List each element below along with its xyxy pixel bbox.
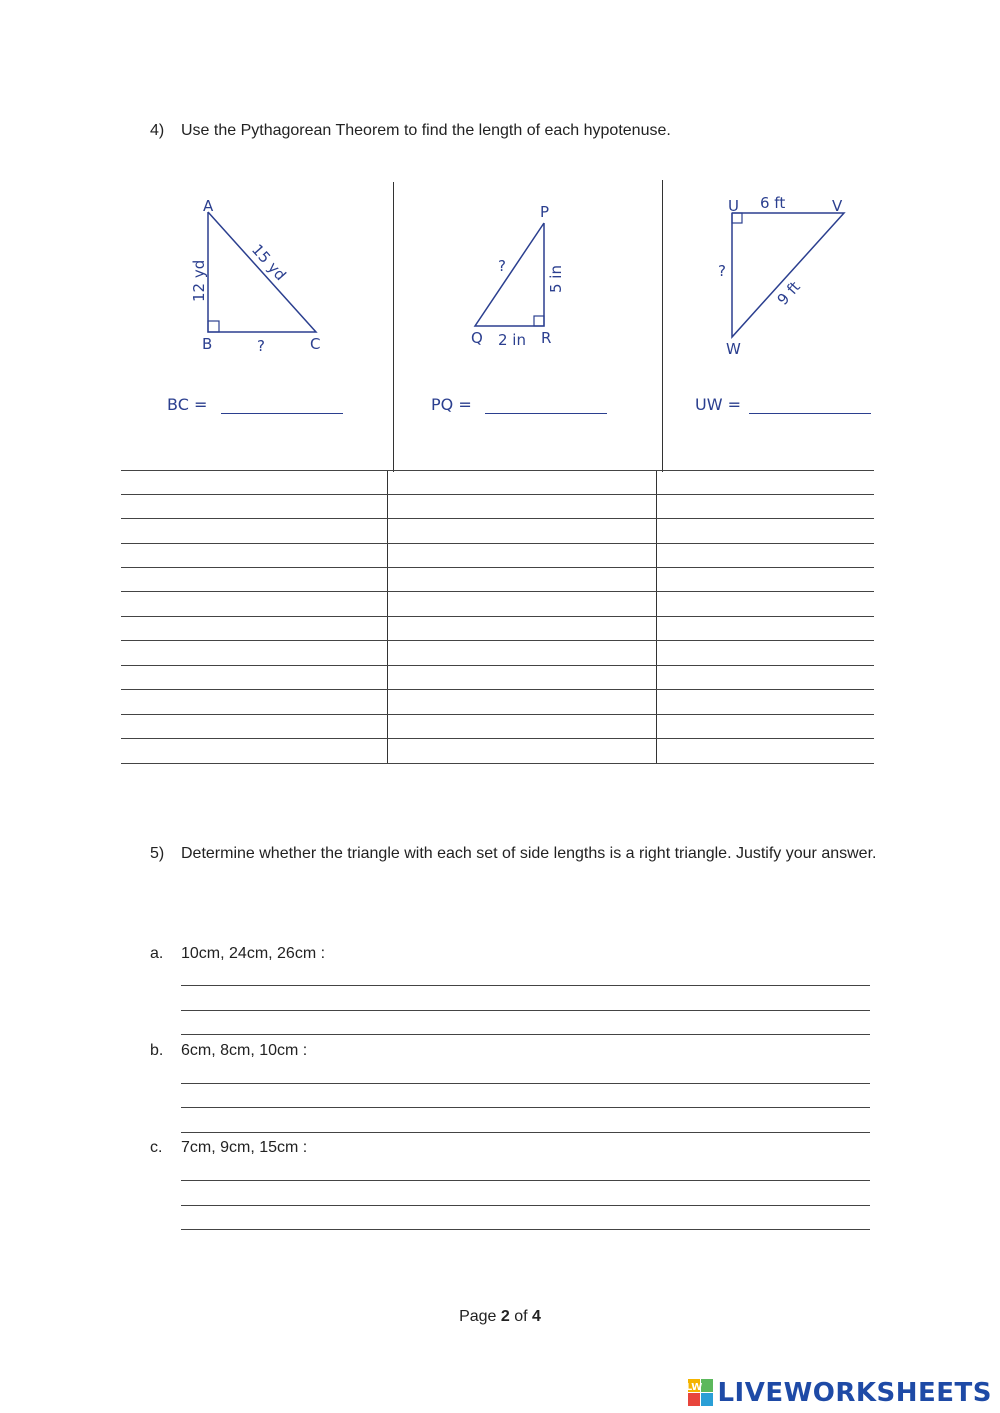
vertex-u-label: U [728,197,739,215]
page-prefix: Page [459,1308,501,1325]
working-line[interactable] [121,763,874,764]
page-total: 4 [532,1308,541,1325]
answer-blank-pq[interactable] [485,413,607,414]
part-c-text: 7cm, 9cm, 15cm : [181,1139,308,1156]
part-a-text: 10cm, 24cm, 26cm : [181,945,326,962]
question-5-number: 5) [150,845,165,862]
triangle-pqr-figure [465,195,575,355]
working-line[interactable] [121,640,874,641]
answer-line-a[interactable] [181,1010,870,1011]
answer-label-bc: BC = [167,395,208,414]
working-line[interactable] [121,591,874,592]
page-current: 2 [500,1308,510,1325]
vertex-p-label: P [540,203,550,221]
liveworksheets-logo-icon [688,1379,714,1407]
working-line[interactable] [121,518,874,519]
answer-line-b[interactable] [181,1107,870,1108]
right-angle-marker [534,316,544,326]
triangle-uvw-figure [712,188,872,363]
vertex-a-label: A [203,197,214,215]
answer-line-b[interactable] [181,1132,870,1133]
side-bc-unknown: ? [257,337,265,355]
working-line[interactable] [121,665,874,666]
working-line[interactable] [121,543,874,544]
part-b-letter: b. [150,1042,164,1059]
answer-line-c[interactable] [181,1205,870,1206]
triangle-pqr-shape [475,223,544,326]
answer-line-a[interactable] [181,985,870,986]
triangle-uvw-shape [732,213,844,337]
side-pq-unknown: ? [498,257,506,275]
question-4-text: Use the Pythagorean Theorem to find the length of each hypotenuse. [181,122,671,139]
answer-line-c[interactable] [181,1229,870,1230]
working-line[interactable] [121,714,874,715]
question-4-number: 4) [150,122,165,139]
column-divider [393,182,394,472]
answer-line-a[interactable] [181,1034,870,1035]
vertex-v-label: V [832,197,843,215]
vertex-w-label: W [726,340,741,358]
side-pr-length: 5 in [547,265,565,293]
working-line[interactable] [121,567,874,568]
side-ac-length: 15 yd [248,240,290,285]
page-middle: of [509,1308,533,1325]
side-vw-length: 9 ft [773,277,804,309]
working-line[interactable] [121,689,874,690]
brand-name: LIVEWORKSHEETS [717,1378,992,1408]
column-divider [662,180,663,472]
working-line[interactable] [121,470,874,471]
part-c-letter: c. [150,1139,163,1156]
part-a-letter: a. [150,945,164,962]
working-line[interactable] [121,494,874,495]
vertex-b-label: B [202,335,213,353]
working-line[interactable] [121,738,874,739]
vertex-c-label: C [310,335,321,353]
vertex-r-label: R [541,329,552,347]
side-ab-length: 12 yd [190,259,208,302]
question-5-text: Determine whether the triangle with each set of side lengths is a right triangle. Justify your answer. [181,845,877,862]
vertex-q-label: Q [471,329,483,347]
side-uw-unknown: ? [718,262,726,280]
part-b-text: 6cm, 8cm, 10cm : [181,1042,308,1059]
side-uv-length: 6 ft [760,194,786,212]
page-footer [0,1308,1000,1326]
answer-line-b[interactable] [181,1083,870,1084]
triangle-abc-shape [208,212,316,332]
answer-label-uw: UW = [695,395,742,414]
working-line[interactable] [121,616,874,617]
triangle-abc-figure [160,190,360,360]
answer-blank-bc[interactable] [221,413,343,414]
answer-line-c[interactable] [181,1180,870,1181]
side-qr-length: 2 in [498,331,526,349]
liveworksheets-brand [688,1378,992,1408]
logo-letters: LW [686,1382,703,1393]
column-divider [656,470,657,764]
right-angle-marker [208,321,219,332]
answer-blank-uw[interactable] [749,413,871,414]
answer-label-pq: PQ = [431,395,472,414]
column-divider [387,470,388,764]
